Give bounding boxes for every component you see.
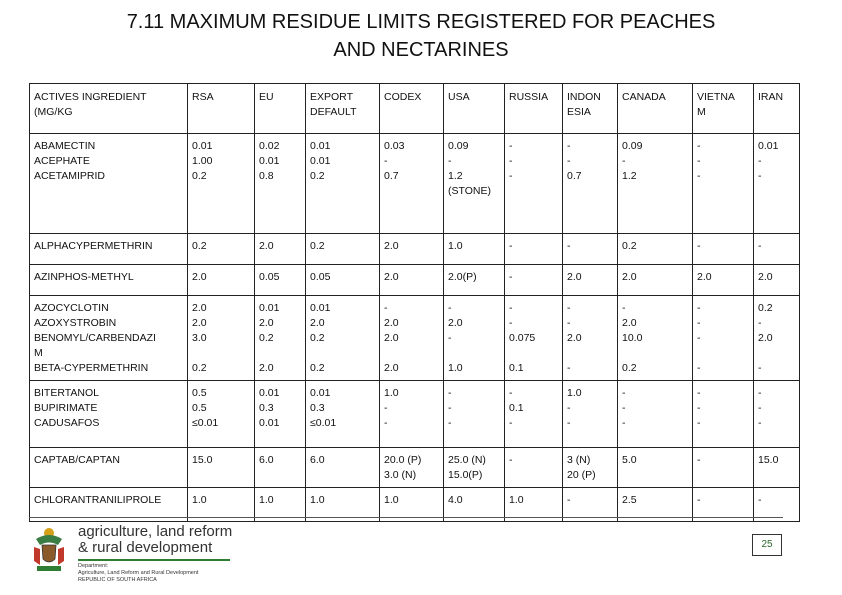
- value-cell: 0.01 0.01 0.2: [306, 134, 380, 234]
- column-header: RSA: [188, 84, 255, 134]
- footer-divider: [29, 517, 783, 518]
- value-cell: 2.0: [754, 265, 800, 296]
- value-cell: -: [505, 448, 563, 488]
- ingredient-cell: AZINPHOS-METHYL: [30, 265, 188, 296]
- ingredient-cell: CHLORANTRANILIPROLE: [30, 488, 188, 522]
- value-cell: - - - -: [693, 296, 754, 381]
- value-cell: -: [505, 234, 563, 265]
- mrl-table: [29, 83, 800, 522]
- value-cell: 1.0: [306, 488, 380, 522]
- value-cell: 0.05: [306, 265, 380, 296]
- ingredient-cell: BITERTANOL BUPIRIMATE CADUSAFOS: [30, 381, 188, 448]
- table-row: [30, 234, 800, 265]
- page-title: [0, 8, 842, 64]
- value-cell: -: [505, 265, 563, 296]
- title-line-1: 7.11 MAXIMUM RESIDUE LIMITS REGISTERED FOR PEACHES: [126, 11, 716, 33]
- department-logo: [78, 524, 232, 584]
- table-header-row: [30, 84, 800, 134]
- column-header: IRAN: [754, 84, 800, 134]
- column-header: USA: [444, 84, 505, 134]
- value-cell: 0.2: [306, 234, 380, 265]
- table-row: [30, 134, 800, 234]
- value-cell: - 2.0 - 1.0: [444, 296, 505, 381]
- ingredient-cell: AZOCYCLOTIN AZOXYSTROBIN BENOMYL/CARBENDAZI M BETA-CYPERMETHRIN: [30, 296, 188, 381]
- title-line-2: AND NECTARINES: [333, 39, 509, 61]
- value-cell: 0.02 0.01 0.8: [255, 134, 306, 234]
- value-cell: 1.0 - -: [563, 381, 618, 448]
- column-header: CANADA: [618, 84, 693, 134]
- value-cell: -: [693, 488, 754, 522]
- value-cell: - - -: [693, 134, 754, 234]
- value-cell: - - -: [618, 381, 693, 448]
- brand-rule: [78, 559, 230, 561]
- ingredient-cell: ABAMECTIN ACEPHATE ACETAMIPRID: [30, 134, 188, 234]
- value-cell: 6.0: [255, 448, 306, 488]
- value-cell: 0.2: [618, 234, 693, 265]
- value-cell: 2.0: [380, 234, 444, 265]
- value-cell: 1.0 - -: [380, 381, 444, 448]
- value-cell: 2.0: [618, 265, 693, 296]
- column-header: CODEX: [380, 84, 444, 134]
- value-cell: 1.0: [380, 488, 444, 522]
- ingredient-cell: CAPTAB/CAPTAN: [30, 448, 188, 488]
- value-cell: - - 2.0 -: [563, 296, 618, 381]
- value-cell: -: [563, 488, 618, 522]
- value-cell: -: [693, 234, 754, 265]
- value-cell: 0.01 0.3 0.01: [255, 381, 306, 448]
- table-row: [30, 448, 800, 488]
- value-cell: 5.0: [618, 448, 693, 488]
- table-row: [30, 381, 800, 448]
- page-number: 25: [752, 534, 782, 556]
- value-cell: 2.0: [693, 265, 754, 296]
- value-cell: 6.0: [306, 448, 380, 488]
- value-cell: 15.0: [754, 448, 800, 488]
- value-cell: -: [563, 234, 618, 265]
- value-cell: 25.0 (N) 15.0(P): [444, 448, 505, 488]
- coat-of-arms-icon: [28, 525, 70, 575]
- value-cell: 2.5: [618, 488, 693, 522]
- column-header: INDON ESIA: [563, 84, 618, 134]
- value-cell: - - 0.075 0.1: [505, 296, 563, 381]
- value-cell: 4.0: [444, 488, 505, 522]
- table-row: [30, 265, 800, 296]
- value-cell: 0.2 - 2.0 -: [754, 296, 800, 381]
- brand-sub-1: Department:: [78, 563, 109, 569]
- value-cell: 2.0: [563, 265, 618, 296]
- value-cell: 20.0 (P) 3.0 (N): [380, 448, 444, 488]
- value-cell: 3 (N) 20 (P): [563, 448, 618, 488]
- value-cell: 2.0: [380, 265, 444, 296]
- column-header: RUSSIA: [505, 84, 563, 134]
- column-header: EXPORT DEFAULT: [306, 84, 380, 134]
- brand-line-2: & rural development: [78, 539, 213, 556]
- value-cell: - - 0.7: [563, 134, 618, 234]
- value-cell: 1.0: [188, 488, 255, 522]
- value-cell: 15.0: [188, 448, 255, 488]
- value-cell: - - -: [693, 381, 754, 448]
- column-header: EU: [255, 84, 306, 134]
- brand-sub-2: Agriculture, Land Reform and Rural Development: [78, 570, 199, 576]
- brand-sub-3: REPUBLIC OF SOUTH AFRICA: [78, 577, 157, 583]
- value-cell: 0.01 1.00 0.2: [188, 134, 255, 234]
- value-cell: - - -: [444, 381, 505, 448]
- value-cell: - 2.0 10.0 0.2: [618, 296, 693, 381]
- value-cell: 2.0: [255, 234, 306, 265]
- value-cell: 1.0: [255, 488, 306, 522]
- value-cell: 0.2: [188, 234, 255, 265]
- column-header: ACTIVES INGREDIENT (MG/KG: [30, 84, 188, 134]
- value-cell: - - -: [754, 381, 800, 448]
- value-cell: 0.09 - 1.2: [618, 134, 693, 234]
- value-cell: 0.01 2.0 0.2 0.2: [306, 296, 380, 381]
- value-cell: - - -: [505, 134, 563, 234]
- value-cell: 0.05: [255, 265, 306, 296]
- column-header: VIETNA M: [693, 84, 754, 134]
- value-cell: 1.0: [444, 234, 505, 265]
- value-cell: - 0.1 -: [505, 381, 563, 448]
- value-cell: 0.01 - -: [754, 134, 800, 234]
- value-cell: -: [693, 448, 754, 488]
- value-cell: -: [754, 488, 800, 522]
- value-cell: 0.01 0.3 ≤0.01: [306, 381, 380, 448]
- brand-line-1: agriculture, land reform: [78, 523, 233, 540]
- ingredient-cell: ALPHACYPERMETHRIN: [30, 234, 188, 265]
- value-cell: 1.0: [505, 488, 563, 522]
- value-cell: 0.5 0.5 ≤0.01: [188, 381, 255, 448]
- value-cell: 2.0 2.0 3.0 0.2: [188, 296, 255, 381]
- value-cell: -: [754, 234, 800, 265]
- table-row: [30, 296, 800, 381]
- value-cell: 0.09 - 1.2 (STONE): [444, 134, 505, 234]
- value-cell: - 2.0 2.0 2.0: [380, 296, 444, 381]
- value-cell: 2.0: [188, 265, 255, 296]
- value-cell: 0.03 - 0.7: [380, 134, 444, 234]
- value-cell: 0.01 2.0 0.2 2.0: [255, 296, 306, 381]
- value-cell: 2.0(P): [444, 265, 505, 296]
